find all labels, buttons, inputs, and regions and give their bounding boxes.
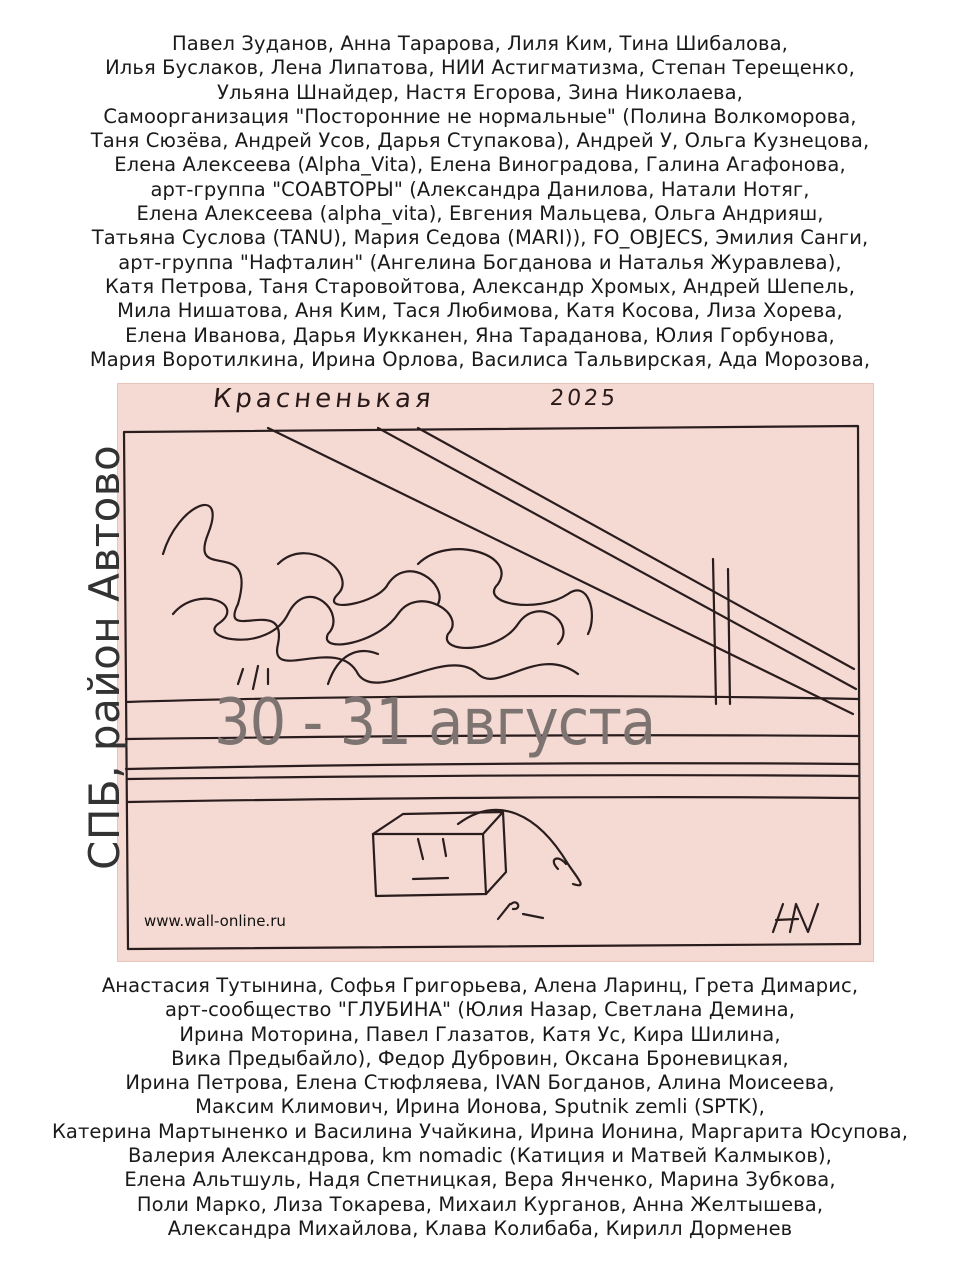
participants-line: Александра Михайлова, Клава Колибаба, Кирилл Дорменев <box>167 1216 793 1240</box>
participants-line: Катя Петрова, Таня Старовойтова, Александр Хромых, Андрей Шепель, <box>104 274 856 298</box>
participants-line: Елена Альтшуль, Надя Спетницкая, Вера Янченко, Марина Зубкова, <box>124 1168 836 1192</box>
participants-line: Илья Буслаков, Лена Липатова, НИИ Астигматизма, Степан Терещенко, <box>105 56 855 80</box>
sketch-title: Красненькая <box>211 384 437 414</box>
bridge-pillar <box>713 559 716 704</box>
event-location: СПБ, район Автово <box>80 444 129 870</box>
sketch-drawing <box>118 384 873 961</box>
poster-artwork <box>117 383 874 962</box>
participants-list-bottom <box>0 974 960 1241</box>
participants-line: Елена Алексеева (Alpha_Vita), Елена Виноградова, Галина Агафонова, <box>114 153 846 177</box>
participants-line: Анастасия Тутынина, Софья Григорьева, Алена Ларинц, Грета Димарис, <box>101 974 859 997</box>
participants-line: Павел Зуданов, Анна Тарарова, Лиля Ким, Тина Шибалова, <box>172 32 788 55</box>
participants-line: арт-сообщество "ГЛУБИНА" (Юлия Назар, Светлана Демина, <box>164 998 796 1022</box>
tree-scribble <box>163 505 578 683</box>
sketch-year: 2025 <box>548 386 620 411</box>
participants-line: Поли Марко, Лиза Токарева, Михаил Курганов, Анна Желтышева, <box>136 1192 824 1216</box>
participants-list-top <box>0 32 960 372</box>
participants-line: Самоорганизация "Посторонние не нормальные" (Полина Волкоморова, <box>103 104 857 128</box>
participants-line: Елена Иванова, Дарья Иукканен, Яна Тараданова, Юлия Горбунова, <box>125 323 835 347</box>
participants-line: Ирина Моторина, Павел Глазатов, Катя Ус, Кира Шилина, <box>179 1022 781 1046</box>
participants-line: Катерина Мартыненко и Василина Учайкина, Ирина Ионина, Маргарита Юсупова, <box>51 1119 909 1143</box>
participants-line: Таня Сюзёва, Андрей Усов, Дарья Ступакова), Андрей У, Ольга Кузнецова, <box>90 129 870 153</box>
participants-line: Вика Предыбайло), Федор Дубровин, Оксана Броневицкая, <box>171 1046 789 1070</box>
participants-line: Максим Климович, Ирина Ионова, Sputnik zemli (SPTK), <box>195 1095 765 1119</box>
box-sketch <box>373 834 486 896</box>
participants-line: Мария Воротилкина, Ирина Орлова, Василиса Тальвирская, Ада Морозова, <box>89 347 871 371</box>
participants-line: Татьяна Суслова (TANU), Мария Седова (MARI)), FO_OBJECS, Эмилия Санги, <box>91 226 869 250</box>
participants-line: арт-группа "СОАВТОРЫ" (Александра Данилова, Натали Нотяг, <box>150 177 810 201</box>
participants-line: Валерия Александрова, km nomadic (Катиция и Матвей Калмыков), <box>128 1144 832 1168</box>
participants-line: Елена Алексеева (alpha_vita), Евгения Мальцева, Ольга Андрияш, <box>136 202 824 226</box>
website-link[interactable]: www.wall-online.ru <box>144 912 286 930</box>
event-dates: 30 - 31 августа <box>214 686 656 760</box>
participants-line: арт-группа "Нафталин" (Ангелина Богданова и Наталья Журавлева), <box>118 250 842 274</box>
participants-line: Мила Нишатова, Аня Ким, Тася Любимова, Катя Косова, Лиза Хорева, <box>117 299 843 323</box>
participants-line: Ирина Петрова, Елена Стюфляева, IVAN Богданов, Алина Моисеева, <box>125 1071 835 1095</box>
participants-line: Ульяна Шнайдер, Настя Егорова, Зина Николаева, <box>217 80 743 104</box>
